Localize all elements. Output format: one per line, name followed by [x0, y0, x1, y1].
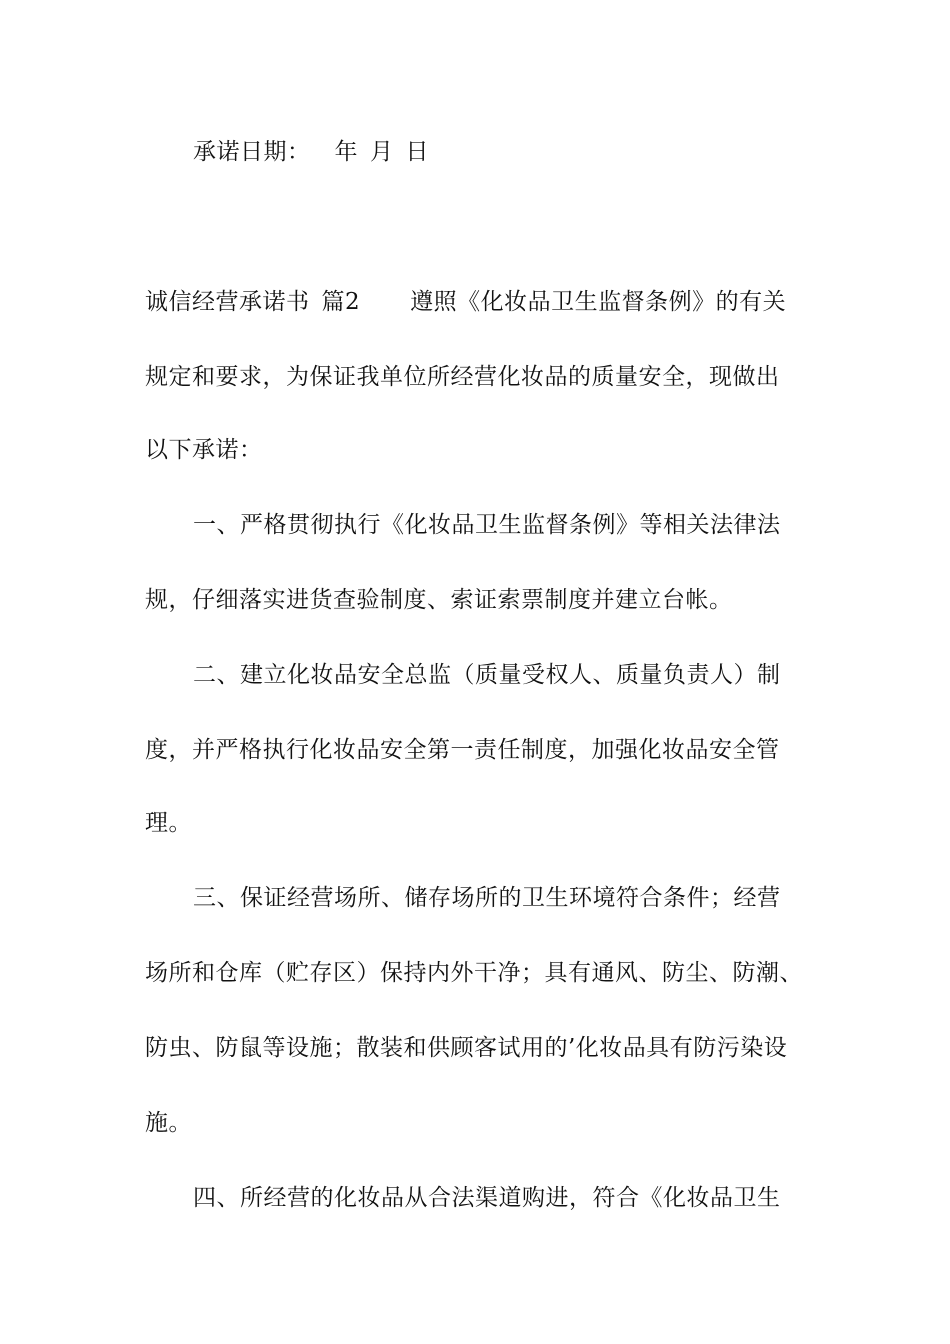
paragraph-line-2: 规定和要求，为保证我单位所经营化妆品的质量安全，现做出 [145, 364, 780, 390]
paragraph-line-10: 场所和仓库（贮存区）保持内外干净；具有通风、防尘、防潮、 [145, 960, 803, 986]
document-title: 诚信经营承诺书 [145, 289, 310, 315]
paragraph-line-13: 四、所经营的化妆品从合法渠道购进，符合《化妆品卫生 [193, 1185, 781, 1211]
section-heading-line [145, 287, 825, 317]
paragraph-line-9: 三、保证经营场所、储存场所的卫生环境符合条件；经营 [193, 885, 781, 911]
paragraph-line-11: 防虫、防鼠等设施；散装和供顾客试用的’化妆品具有防污染设 [145, 1035, 788, 1061]
date-year: 年 [334, 139, 358, 165]
paragraph-line-7: 度，并严格执行化妆品安全第一责任制度，加强化妆品安全管 [145, 737, 780, 763]
commitment-date-line [193, 137, 873, 167]
section-label: 篇2 [321, 289, 361, 315]
paragraph-line-5: 规，仔细落实进货查验制度、索证索票制度并建立台帐。 [145, 587, 733, 613]
paragraph-line-4: 一、严格贯彻执行《化妆品卫生监督条例》等相关法律法 [193, 512, 781, 538]
paragraph-line-3: 以下承诺： [145, 437, 263, 463]
paragraph-line-6: 二、建立化妆品安全总监（质量受权人、质量负责人）制 [193, 662, 781, 688]
date-month: 月 [370, 139, 394, 165]
paragraph-line-1: 遵照《化妆品卫生监督条例》的有关 [410, 289, 787, 315]
date-day: 日 [405, 139, 429, 165]
paragraph-line-12: 施。 [145, 1110, 192, 1136]
paragraph-line-8: 理。 [145, 810, 192, 836]
date-label: 承诺日期： [193, 139, 311, 165]
